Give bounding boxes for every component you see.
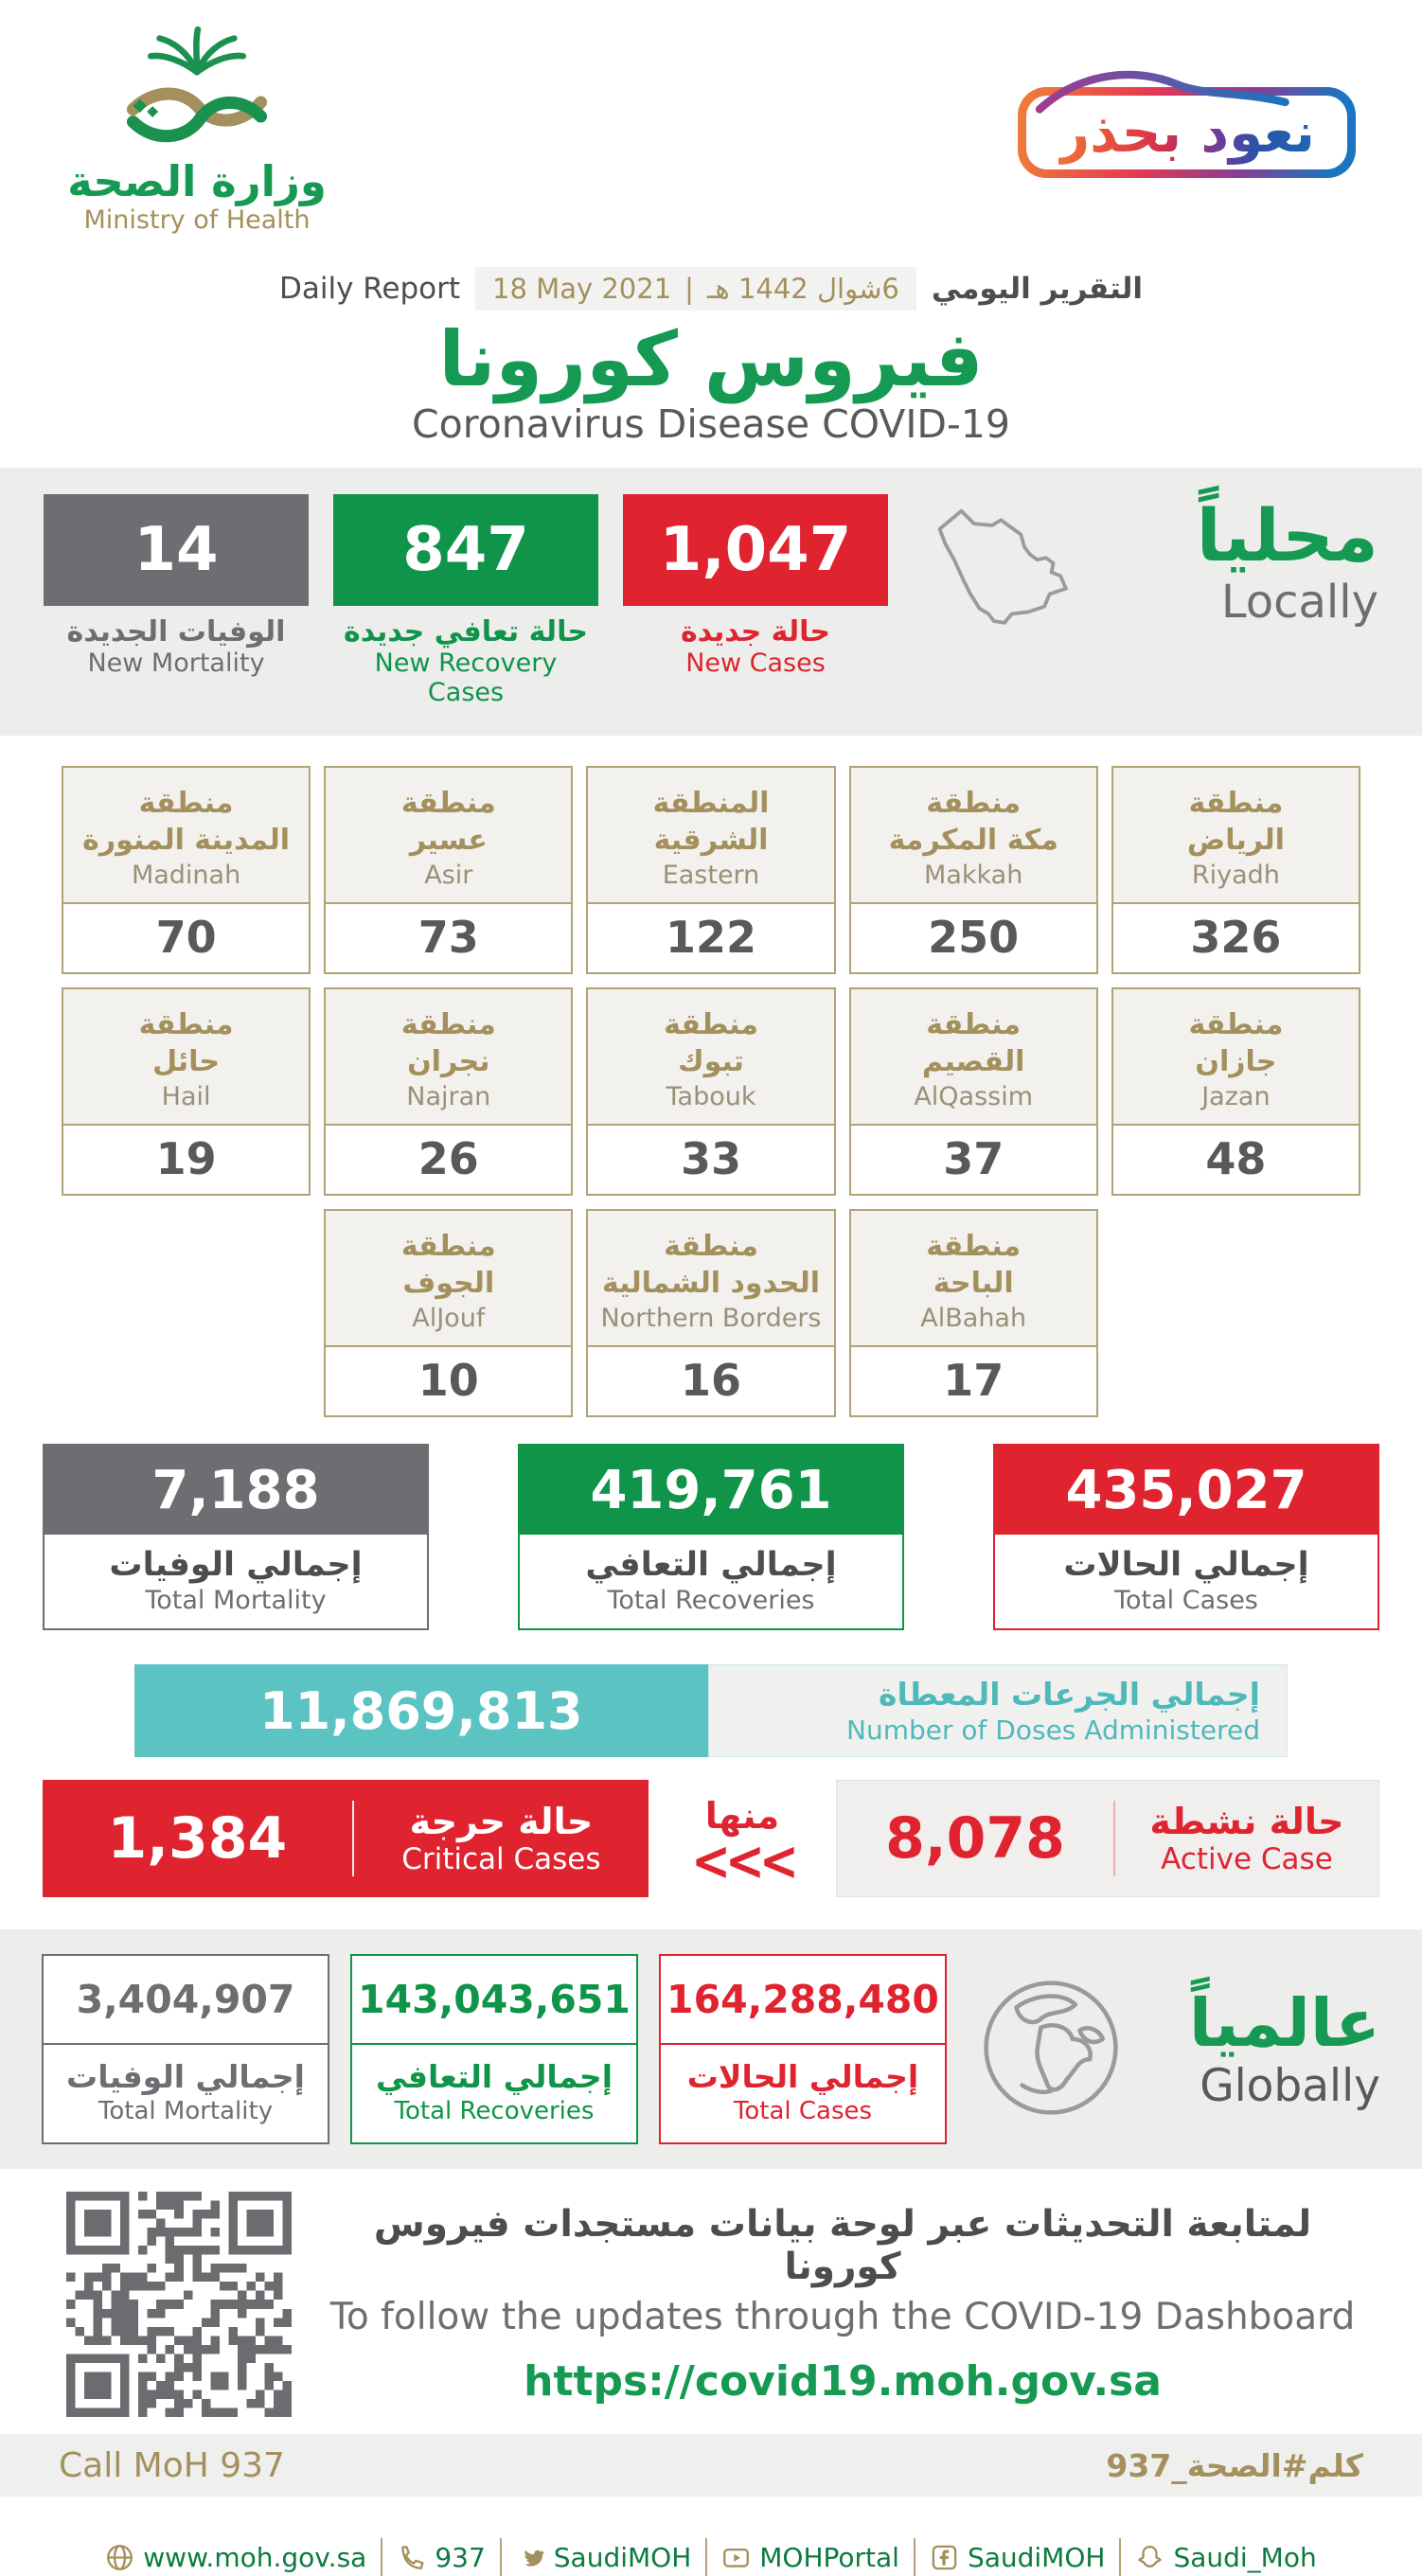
critical-active-row [43,1780,1379,1897]
globally-label [1188,1983,1380,2112]
of-which-indicator [649,1794,836,1892]
region-value: 122 [588,902,833,972]
date-gregorian: 18 May 2021 [492,273,672,305]
global-mortality-value: 3,404,907 [76,1977,295,2022]
region-name-ar: تبوك [678,1044,744,1078]
active-cases-label-en: Active Case [1161,1842,1333,1876]
date-box [475,267,916,311]
divider [1119,2538,1121,2576]
badge-swirl-icon [1027,61,1292,115]
global-recoveries-value: 143,043,651 [358,1977,631,2022]
region-card-jazan [1111,987,1360,1196]
twitter-handle: SaudiMOH [553,2541,692,2573]
new-cases-stat [623,494,888,678]
total-cases-value: 435,027 [1065,1459,1307,1521]
snapchat-icon [1135,2543,1164,2572]
region-value: 37 [851,1124,1096,1194]
social-bar [0,2538,1422,2576]
critical-cases-value: 1,384 [107,1805,288,1872]
region-value: 33 [588,1124,833,1194]
doses-value: 11,869,813 [134,1664,708,1757]
region-card-najran [324,987,573,1196]
total-mortality-label-ar: إجمالي الوفيات [109,1546,363,1584]
global-mortality-label-en: Total Mortality [98,2097,274,2125]
dashboard-note-ar: لمتابعة التحديثات عبر لوحة بيانات مستجدات فيروس كورونا [373,2203,1312,2288]
locally-label [1197,494,1378,629]
total-recoveries-value: 419,761 [590,1459,832,1521]
region-name-en: Jazan [1201,1081,1271,1111]
return-with-caution-badge [1018,87,1356,178]
globe-icon [979,1976,1123,2123]
divider [500,2538,502,2576]
page-title-arabic: فيروس كورونا [438,315,984,403]
region-name-ar: الباحة [933,1266,1014,1300]
region-value: 48 [1113,1124,1359,1194]
globally-band [0,1929,1422,2169]
saudi-map-icon [913,498,1102,651]
region-value: 19 [63,1124,309,1194]
facebook-link[interactable] [930,2542,1105,2573]
region-prefix-ar: منطقة [400,1007,496,1041]
active-cases-box [836,1780,1379,1897]
region-card-northern-borders [586,1209,835,1417]
region-name-en: Riyadh [1191,860,1280,890]
locally-label-ar: محلياً [1196,493,1378,577]
region-card-hail [62,987,311,1196]
header [0,0,1422,273]
region-name-en: Hail [161,1081,211,1111]
website-link[interactable] [105,2542,366,2573]
region-name-en: Najran [406,1081,491,1111]
global-recoveries-label-en: Total Recoveries [394,2097,595,2125]
new-mortality-label-ar: الوفيات الجديدة [66,615,286,648]
phone-icon [397,2543,426,2572]
global-cases-label-en: Total Cases [733,2097,873,2125]
region-name-en: AlJouf [412,1303,486,1333]
region-value: 10 [326,1345,571,1415]
region-prefix-ar: المنطقة [652,786,770,820]
region-name-en: Eastern [662,860,760,890]
global-mortality-card [42,1954,329,2144]
badge-text: نعود بحذر [1058,100,1315,165]
chevrons-left-icon: <<< [691,1829,793,1892]
dashboard-note-en: To follow the updates through the COVID-19 Dashboard [329,2296,1356,2338]
qr-code[interactable] [66,2192,292,2417]
dashboard-section [0,2192,1422,2417]
new-mortality-stat [44,494,309,678]
date-divider: | [684,273,694,305]
critical-cases-label-en: Critical Cases [401,1842,601,1876]
facebook-handle: SaudiMOH [967,2541,1106,2573]
date-row [0,267,1422,311]
doses-label-ar: إجمالي الجرعات المعطاة [879,1676,1260,1713]
locally-label-en: Locally [1220,575,1378,629]
total-cases-label-ar: إجمالي الحالات [1063,1546,1309,1584]
local-totals-row [43,1444,1379,1630]
region-prefix-ar: منطقة [1188,786,1284,820]
region-card-makkah [849,766,1098,974]
total-recoveries-label-ar: إجمالي التعافي [585,1546,837,1584]
region-value: 326 [1113,902,1359,972]
region-card-albahah [849,1209,1098,1417]
globally-label-en: Globally [1200,2059,1380,2112]
call-band [0,2434,1422,2496]
divider [381,2538,382,2576]
active-cases-value: 8,078 [885,1805,1065,1872]
region-grid [62,766,1360,1417]
critical-cases-label-ar: حالة حرجة [409,1801,594,1842]
snapchat-handle: Saudi_Moh [1173,2541,1317,2573]
twitter-icon [516,2543,545,2572]
logo-name-english: Ministry of Health [83,205,311,236]
region-prefix-ar: منطقة [400,786,496,820]
total-cases-label-en: Total Cases [1114,1586,1258,1615]
region-card-madinah [62,766,311,974]
region-name-en: Tabouk [666,1081,756,1111]
region-prefix-ar: منطقة [664,1229,758,1263]
logo-name-arabic: وزارة الصحة [67,156,327,206]
youtube-link[interactable] [721,2542,899,2573]
region-name-ar: الجوف [402,1266,495,1300]
region-name-ar: مكة المكرمة [888,823,1058,857]
global-cases-label-ar: إجمالي الحالات [686,2058,919,2095]
region-name-ar: الشرقية [653,823,769,857]
region-name-ar: الحدود الشمالية [601,1266,821,1300]
youtube-icon [721,2543,751,2572]
region-prefix-ar: منطقة [926,786,1022,820]
youtube-handle: MOHPortal [759,2541,899,2573]
region-prefix-ar: منطقة [138,786,234,820]
region-prefix-ar: منطقة [1188,1007,1284,1041]
globe-icon [105,2543,134,2572]
total-recoveries-label-en: Total Recoveries [607,1586,815,1615]
region-card-eastern [586,766,835,974]
region-name-en: Madinah [131,860,241,890]
region-card-aljouf [324,1209,573,1417]
region-name-en: Makkah [924,860,1023,890]
divider [914,2538,915,2576]
active-cases-label-ar: حالة نشطة [1149,1801,1344,1842]
new-recovery-label-en: New Recovery Cases [374,648,558,707]
new-cases-label-ar: حالة جديدة [680,615,831,648]
locally-band [0,468,1422,736]
critical-cases-box [43,1780,649,1897]
phone-link[interactable] [397,2542,485,2573]
new-mortality-label-en: New Mortality [87,648,265,678]
global-cases-card [659,1954,947,2144]
region-name-ar: نجران [407,1044,490,1078]
region-name-ar: جازان [1195,1044,1277,1078]
global-recoveries-card [350,1954,638,2144]
region-name-ar: المدينة المنورة [82,823,291,857]
region-value: 250 [851,902,1096,972]
region-prefix-ar: منطقة [926,1229,1022,1263]
total-mortality-card [43,1444,429,1630]
globally-label-ar: عالمياً [1188,1983,1380,2062]
total-recoveries-card [518,1444,904,1630]
dashboard-url-link[interactable]: https://covid19.moh.gov.sa [524,2357,1162,2406]
region-prefix-ar: منطقة [400,1229,496,1263]
region-name-en: Asir [424,860,473,890]
global-recoveries-label-ar: إجمالي التعافي [375,2058,613,2095]
region-name-ar: حائل [152,1044,221,1078]
palm-infinity-icon [102,17,292,159]
twitter-link[interactable] [516,2542,691,2573]
new-recovery-label-ar: حالة تعافي جديدة [344,615,588,648]
region-name-ar: الرياض [1186,823,1285,857]
total-mortality-label-en: Total Mortality [145,1586,327,1615]
page-title-english: Coronavirus Disease COVID-19 [412,401,1010,447]
new-recovery-stat [333,494,598,707]
new-cases-value: 1,047 [659,515,852,585]
divider [705,2538,707,2576]
region-name-ar: القصيم [921,1044,1025,1078]
region-name-ar: عسير [409,823,488,857]
new-mortality-value: 14 [133,515,219,585]
region-value: 70 [63,902,309,972]
region-prefix-ar: منطقة [138,1007,234,1041]
region-name-en: Northern Borders [600,1303,822,1333]
region-name-en: AlBahah [920,1303,1027,1333]
hashtag-label: كلم#الصحة_937 [1106,2446,1363,2484]
region-card-asir [324,766,573,974]
total-mortality-value: 7,188 [151,1459,320,1521]
region-card-riyadh [1111,766,1360,974]
global-cases-value: 164,288,480 [667,1977,939,2022]
snapchat-link[interactable] [1135,2542,1316,2573]
global-mortality-label-ar: إجمالي الوفيات [66,2058,305,2095]
region-value: 16 [588,1345,833,1415]
new-cases-label-en: New Cases [685,648,826,678]
of-which-label: منها [704,1794,780,1837]
total-cases-card [993,1444,1379,1630]
facebook-icon [930,2543,959,2572]
region-value: 17 [851,1345,1096,1415]
moh-logo [55,17,339,235]
doses-label-en: Number of Doses Administered [846,1714,1260,1746]
region-value: 26 [326,1124,571,1194]
region-prefix-ar: منطقة [926,1007,1022,1041]
daily-report-label-en: Daily Report [278,272,461,306]
phone-text: 937 [435,2541,486,2573]
region-name-en: AlQassim [914,1081,1034,1111]
date-hijri: 6شوال 1442 هـ [706,273,899,305]
region-value: 73 [326,902,571,972]
call-moh-label: Call MoH 937 [59,2445,285,2485]
new-recovery-value: 847 [402,515,529,585]
region-card-alqassim [849,987,1098,1196]
daily-report-label-ar: التقرير اليومي [931,272,1144,306]
region-card-tabouk [586,987,835,1196]
region-prefix-ar: منطقة [664,1007,758,1041]
website-text: www.moh.gov.sa [143,2541,367,2573]
doses-bar [134,1664,1288,1757]
